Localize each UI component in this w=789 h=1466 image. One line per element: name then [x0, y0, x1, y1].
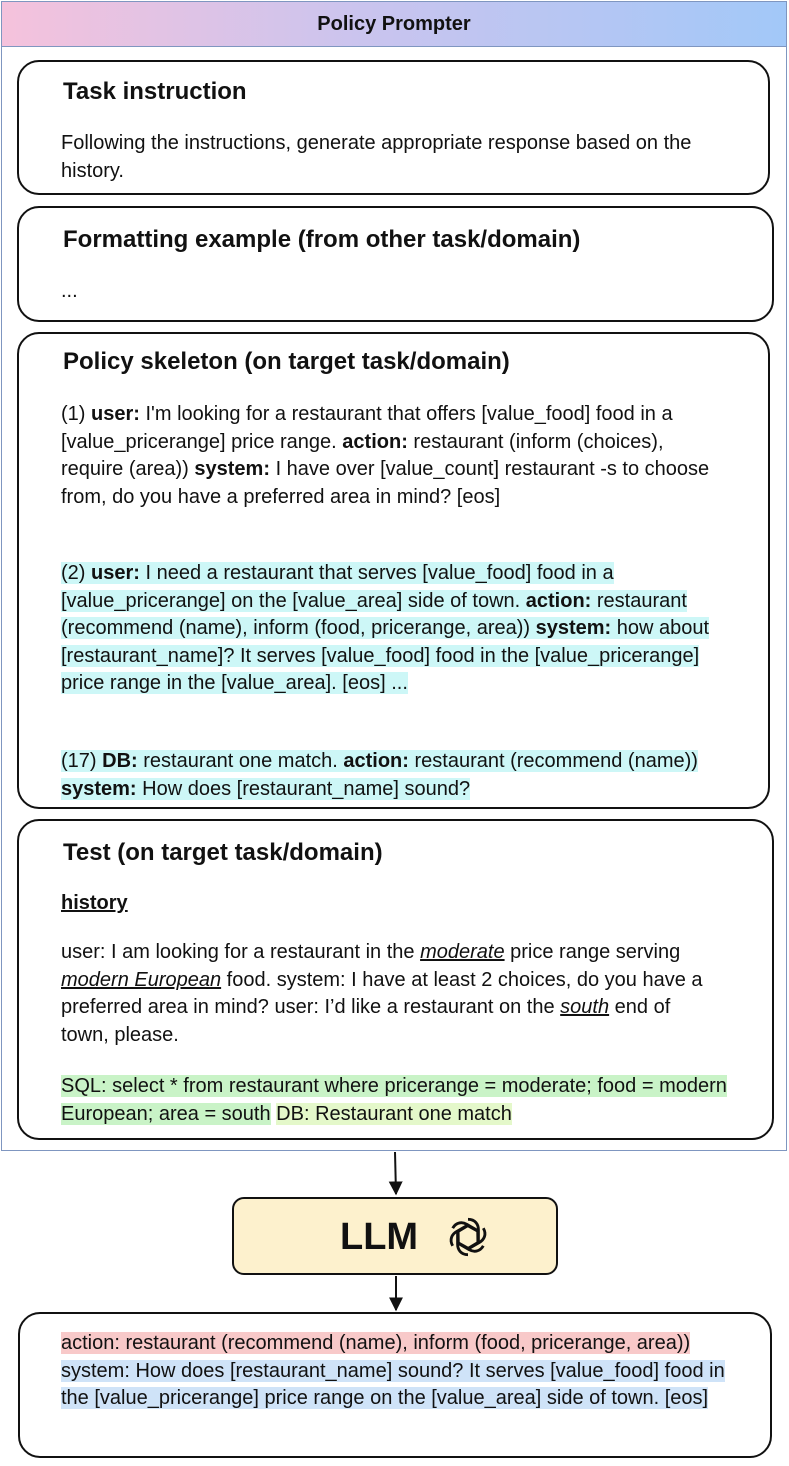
- skeleton-example-17: (17) DB: restaurant one match. action: restaurant (recommend (name)) system: How does [restaurant_name] sound?: [61, 750, 698, 800]
- output-action: action: restaurant (recommend (name), inform (food, pricerange, area)): [61, 1332, 691, 1354]
- openai-logo-icon: [442, 1211, 494, 1263]
- output-card: [18, 1312, 772, 1458]
- arrow-prompter-to-llm: [395, 1152, 396, 1194]
- sql-query: SQL: select * from restaurant where pricerange = moderate; food = modern European; area = south: [61, 1075, 727, 1125]
- task-instruction-title: Task instruction: [63, 78, 247, 105]
- skeleton-example-1: (1) user: I'm looking for a restaurant that offers [value_food] food in a [value_pricerange] price range. action: restaurant (inform (choices), require (area)) system: I have over [value_count] restaurant -s to choose from, do you have a preferred area in mind? [eos]: [61, 403, 710, 508]
- formatting-example-title: Formatting example (from other task/domain): [63, 226, 581, 253]
- history-label: history: [61, 892, 128, 914]
- history-text: user: I am looking for a restaurant in the moderate price range serving modern European food. system: I have at least 2 choices, do you have a preferred area in mind? user: I’d like a restaurant on the south end of town, please.: [61, 941, 703, 1046]
- llm-box: [232, 1197, 558, 1275]
- output-system: system: How does [restaurant_name] sound? It serves [value_food] food in the [value_pricerange] price range on the [value_area] side of town. [eos]: [61, 1359, 725, 1409]
- formatting-example-body: ...: [61, 280, 78, 302]
- task-instruction-body: Following the instructions, generate appropriate response based on the history.: [61, 132, 692, 182]
- test-title: Test (on target task/domain): [63, 839, 383, 866]
- db-result: DB: Restaurant one match: [276, 1102, 512, 1125]
- llm-label: LLM: [340, 1216, 419, 1258]
- panel-title: Policy Prompter: [317, 12, 471, 35]
- policy-skeleton-title: Policy skeleton (on target task/domain): [63, 348, 510, 375]
- output-text: [61, 1330, 726, 1413]
- skeleton-example-2: (2) user: I need a restaurant that serves [value_food] food in a [value_pricerange] on the [value_area] side of town. action: restaurant (recommend (name), inform (food, pricerange, area)) system: how about [restaurant_name]? It serves [value_food] food in the [value_pricerange] price range in the [value_area]. [eos] ...: [61, 562, 710, 694]
